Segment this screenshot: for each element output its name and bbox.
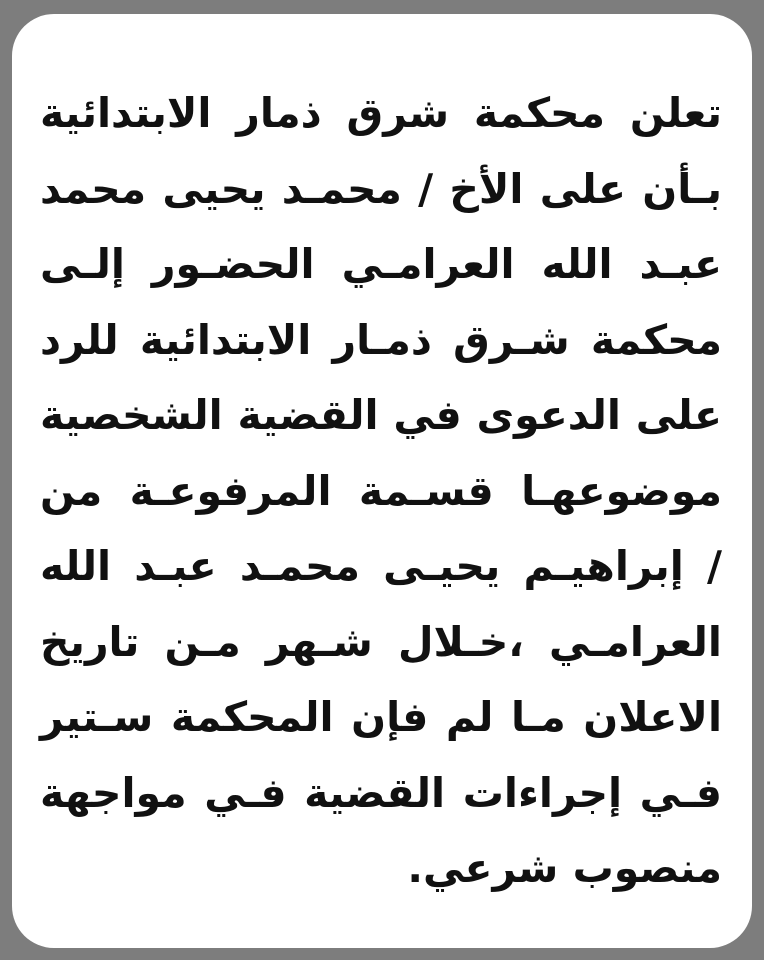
notice-line: بـأن على الأخ / محمـد يحيى محمد	[40, 164, 722, 213]
notice-line: موضوعهـا قسـمة المرفوعـة من	[40, 466, 722, 515]
notice-line: محكمة شـرق ذمـار الابتدائية للرد	[40, 315, 722, 364]
notice-line: / إبراهيـم يحيـى محمـد عبـد الله	[40, 542, 722, 590]
notice-text	[40, 76, 722, 907]
notice-line: الاعلان مـا لم فإن المحكمة سـتير	[40, 693, 722, 741]
notice-line: فـي إجراءات القضية فـي مواجهة	[40, 768, 722, 817]
notice-line: تعلن محكمة شرق ذمار الابتدائية	[40, 89, 722, 137]
notice-line: منصوب شرعي.	[407, 844, 722, 892]
notice-line: على الدعوى في القضية الشخصية	[40, 391, 722, 439]
notice-card	[12, 14, 752, 948]
notice-line: العرامـي ،خـلال شـهر مـن تاريخ	[40, 617, 722, 666]
notice-line: عبـد الله العرامـي الحضـور إلـى	[40, 240, 722, 288]
